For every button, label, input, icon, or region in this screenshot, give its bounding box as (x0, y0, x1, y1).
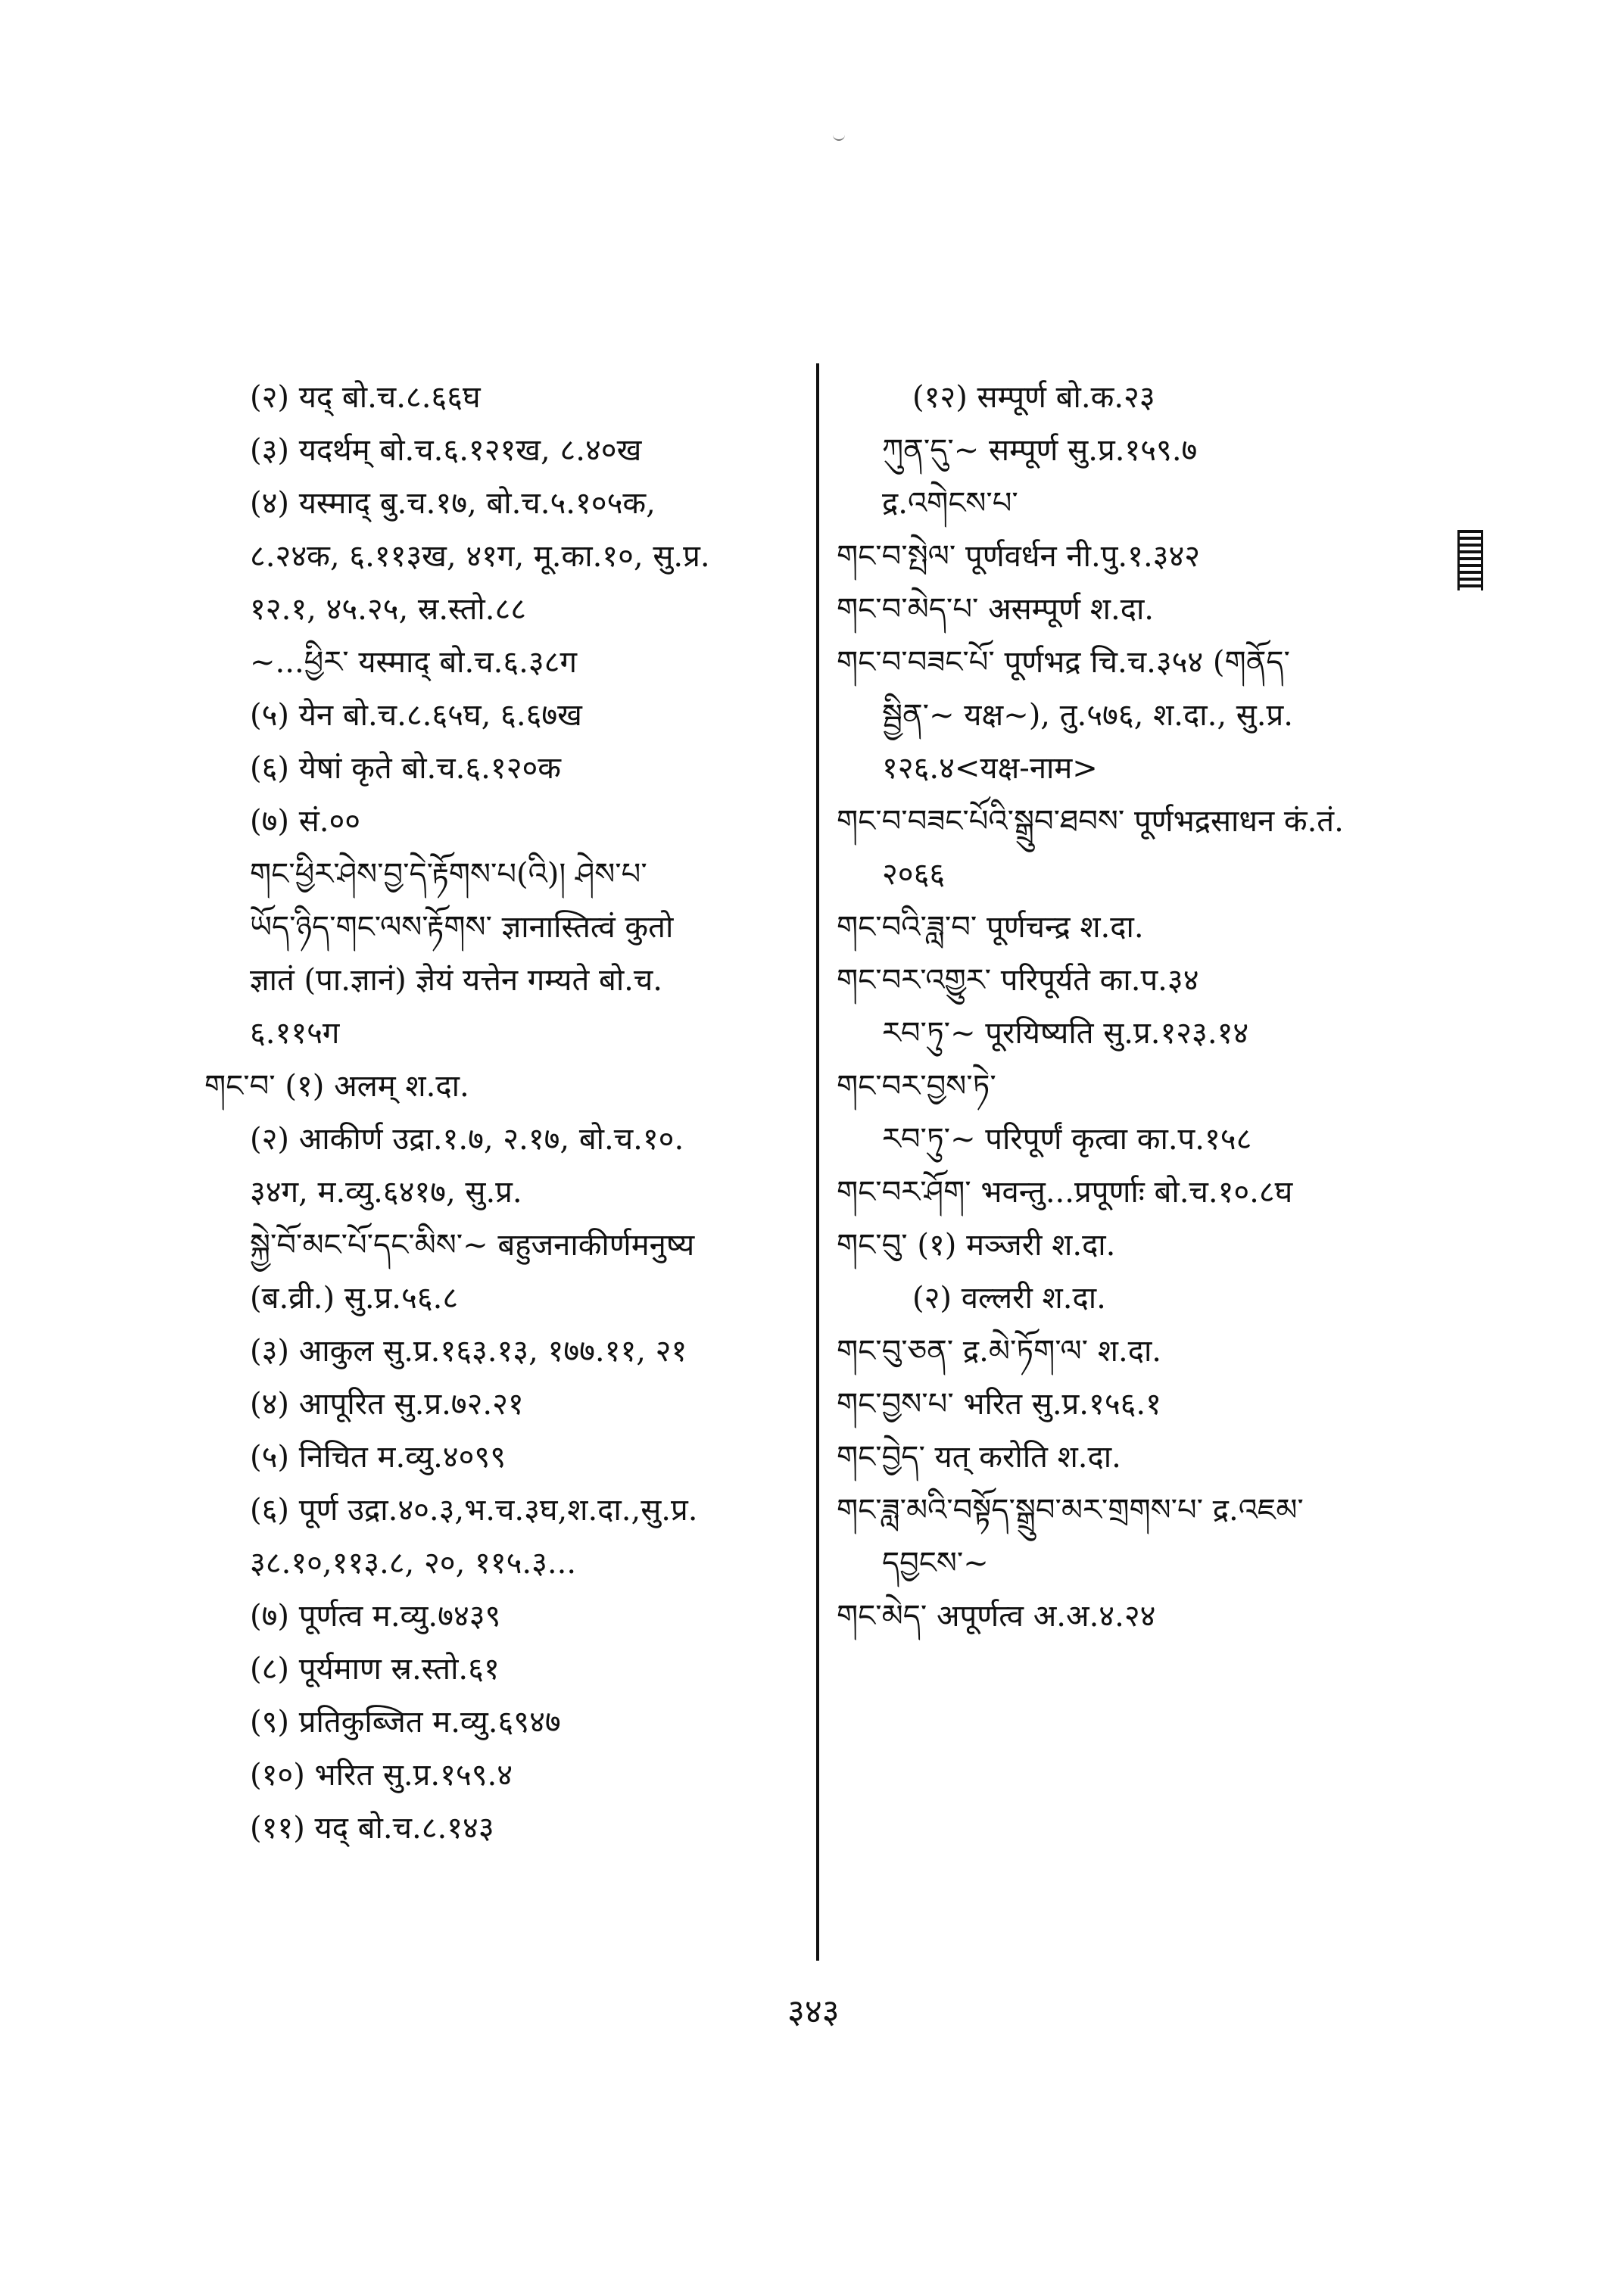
entry-line: ~...ཕྱིར་ यस्माद् बो.च.६.३८ग (250, 645, 577, 680)
entry-line: (४) आपूरित सु.प्र.७२.२१ (250, 1387, 524, 1422)
right-column (837, 371, 1480, 1643)
entry-line: རབ་ཏུ་~ पूरयिष्यति सु.प्र.१२३.१४ (882, 1016, 1249, 1051)
entry-line: १२.१, ४५.२५, स्र.स्तो.८८ (250, 592, 527, 627)
entry-line: (५) निचित म.व्यु.४०९९ (250, 1440, 506, 1475)
entry-line: གང་བ་བཟང་པོའི་སྒྲུབ་ཐབས་ पूर्णभद्रसाधन कं.तं. (837, 804, 1344, 839)
entry-line: གང་བར་འགྱུར་ परिपूर्यते का.प.३४ (837, 963, 1199, 998)
entry-line: གང་བ་ (१) अलम् श.दा. (204, 1069, 469, 1104)
entry-line: གང་བུ་ (१) मञ्जरी श.दा. (837, 1228, 1116, 1263)
entry-line: ज्ञातं (पा.ज्ञानं) ज्ञेयं यत्तेन गम्यते बो.च. (250, 963, 663, 998)
entry-line: གང་བ་སྤེལ་ पूर्णवर्धन नी.पु.१.३४२ (837, 539, 1201, 574)
scan-mark (833, 135, 845, 141)
column-divider (816, 363, 819, 1961)
entry-line: (६) पूर्ण उद्रा.४०.३,भ.च.३घ,श.दा.,सु.प्र. (250, 1493, 698, 1528)
left-column (204, 371, 803, 1855)
entry-line: ३४ग, म.व्यु.६४१७, सु.प्र. (250, 1175, 522, 1210)
entry-line: ६.११५ग (250, 1016, 340, 1051)
entry-line: གང་བ་བཟང་པོ་ पूर्णभद्र चि.च.३५४ (གནོད་ (837, 645, 1290, 680)
entry-line: (९) प्रतिकुब्जित म.व्यु.६९४७ (250, 1705, 561, 1740)
entry-line: གང་བར་ཤོག་ भवन्तु...प्रपूर्णाः बो.च.१०.८घ (837, 1175, 1293, 1210)
entry-line: ३८.१०,११३.८, २०, ११५.३... (250, 1546, 577, 1581)
entry-line: (२) वल्लरी श.दा. (912, 1281, 1106, 1316)
entry-line: གང་བུ་ཅན་ द्र.མེ་ཏོག་ལ་ श.दा. (837, 1334, 1162, 1369)
entry-line: (८) पूर्यमाण स्र.स्तो.६१ (250, 1652, 500, 1687)
entry-line: (११) यद् बो.च.८.१४३ (250, 1811, 494, 1846)
entry-line: གང་བྱེད་ यत् करोति श.दा. (837, 1440, 1121, 1475)
entry-line: (५) येन बो.च.८.६५घ, ६.६७ख (250, 698, 582, 733)
entry-line: (२) आकीर्ण उद्रा.१.७, २.१७, बो.च.१०. (250, 1122, 684, 1157)
entry-line: གང་ཕྱིར་ཤེས་བྱ་དེ་རྟོགས་པ(འི)། ཤེས་པ་ (250, 857, 647, 892)
entry-line: (६) येषां कृते बो.च.६.१२०क (250, 751, 562, 786)
entry-line: द्र.འགེངས་པ་ (882, 486, 1018, 521)
entry-line: ཡོད་ཉིད་གང་ལས་རྟོགས་ ज्ञानास्तित्वं कुतो (250, 910, 674, 945)
entry-line: སྐྱེ་བོ་མང་པོ་དང་མིས་~ बहुजनाकीर्णमनुष्य (250, 1228, 695, 1263)
entry-line: (१२) सम्पूर्ण बो.क.२३ (912, 380, 1155, 415)
page-number: ३४३ (787, 1992, 840, 2031)
entry-line: ཀུན་དུ་~ सम्पूर्ण सु.प्र.१५९.७ (882, 433, 1198, 468)
entry-line: གང་བ་མེད་པ་ असम्पूर्ण श.दा. (837, 592, 1155, 627)
entry-line: (२) यद् बो.च.८.६६घ (250, 380, 481, 415)
entry-line: དབྱངས་~ (882, 1546, 989, 1581)
entry-line: གང་བའི་ཟླ་བ་ पूर्णचन्द्र श.दा. (837, 910, 1144, 945)
entry-line: གང་བར་བྱས་ཏེ་ (837, 1069, 996, 1104)
thumb-index-tab (1457, 530, 1483, 590)
entry-line: (ब.व्री.) सु.प्र.५६.८ (250, 1281, 459, 1316)
entry-line: (१०) भरित सु.प्र.१५९.४ (250, 1758, 513, 1793)
entry-line: ८.२४क, ६.११३ख, ४१ग, मू.का.१०, सु.प्र. (250, 539, 710, 574)
entry-line: (४) यस्माद् बु.च.१७, बो.च.५.१०५क, (250, 486, 656, 521)
entry-line: གང་བྱས་པ་ भरित सु.प्र.१५६.१ (837, 1387, 1161, 1422)
entry-line: གང་མེད་ अपूर्णत्व अ.अ.४.२४ (837, 1599, 1156, 1634)
entry-line: १२६.४<यक्ष-नाम> (882, 751, 1098, 786)
entry-line: (७) पूर्णत्व म.व्यु.७४३९ (250, 1599, 501, 1634)
entry-line: (७) सं.०० (250, 804, 361, 839)
entry-line: २०६६ (882, 857, 946, 892)
entry-line: སྦྱིན་~ यक्ष~), तु.५७६, श.दा., सु.प्र. (882, 698, 1293, 733)
entry-line: རབ་ཏུ་~ परिपूर्णं कृत्वा का.प.१५८ (882, 1122, 1252, 1157)
entry-line: (३) आकुल सु.प्र.१६३.१३, १७७.११, २१ (250, 1334, 687, 1369)
entry-line: གང་ཟླ་མའི་བསྟོད་སྒྲུབ་མར་གྲགས་པ་ द्र.འཇམ་ (837, 1493, 1304, 1528)
entry-line: (३) यदर्थम् बो.च.६.१२१ख, ८.४०ख (250, 433, 642, 468)
